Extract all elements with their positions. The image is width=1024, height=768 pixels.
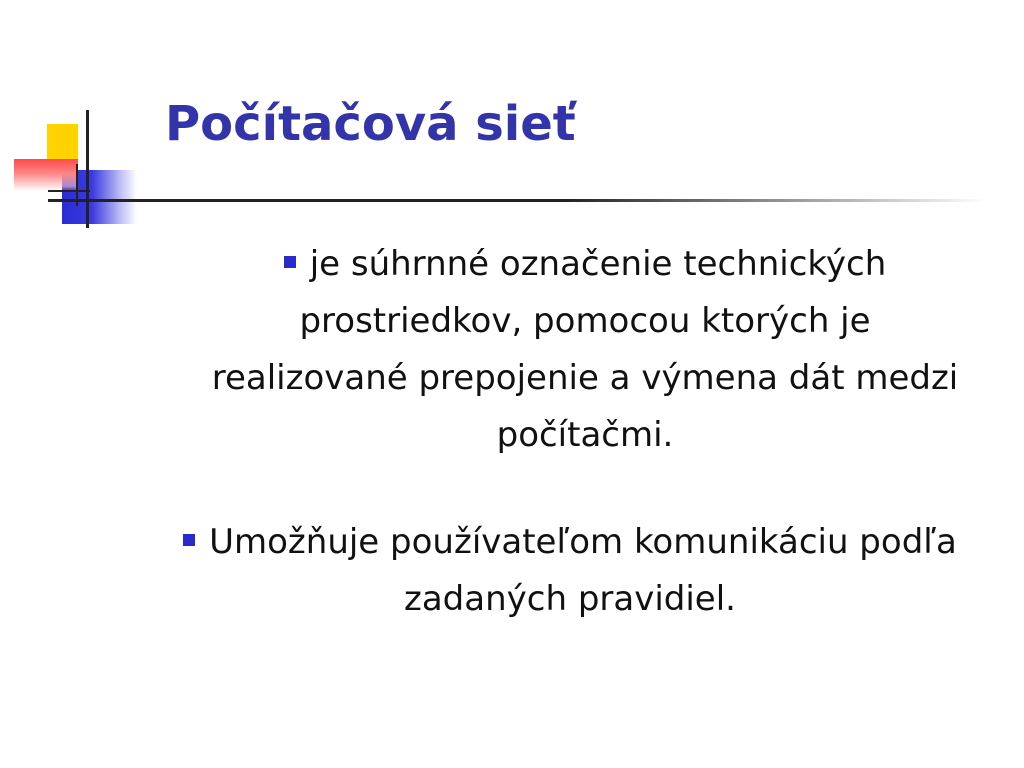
- yellow-square-shape: [47, 124, 78, 162]
- square-bullet-icon: [284, 256, 296, 268]
- bullet-list: [170, 236, 970, 628]
- decorative-logo-icon: [0, 0, 160, 240]
- square-bullet-icon: [183, 534, 195, 546]
- bullet-item: [210, 236, 960, 464]
- bullet-text: Umožňuje používateľom komunikáciu podľa zadaných pravidiel.: [209, 522, 957, 619]
- red-square-shape: [14, 159, 78, 191]
- bullet-text: je súhrnné označenie technických prostriedkov, pomocou ktorých je realizované prepojenie a výmena dát medzi počítačmi.: [211, 244, 959, 455]
- title-underline: [48, 199, 988, 202]
- horizontal-rule-short: [48, 190, 90, 192]
- bullet-item: [170, 514, 970, 628]
- slide-title: Počítačová sieť: [165, 96, 576, 152]
- vertical-rule: [86, 110, 89, 228]
